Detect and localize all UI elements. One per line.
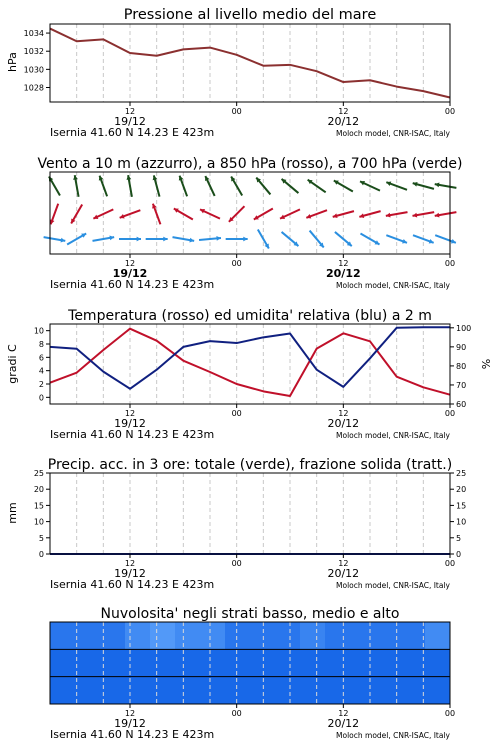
x-tick-label: 00 <box>444 259 456 268</box>
cloud-cell-medio <box>150 649 176 676</box>
wind-arrow-head <box>216 236 221 241</box>
x-tick-label: 12 <box>124 409 136 418</box>
cloud-cell-alto <box>75 622 101 649</box>
cloud-cell-alto <box>125 622 151 649</box>
x-tick-label: 12 <box>338 107 349 116</box>
chart-layer <box>24 24 472 741</box>
x-tick-label: 00 <box>231 259 242 268</box>
cloud-cell-medio <box>125 649 151 676</box>
y-tick-label: 10 <box>456 517 467 527</box>
chart-title-precipitation: Precip. acc. in 3 ore: totale (verde), frazione solida (tratt.) <box>47 457 453 473</box>
y-tick-label: 20 <box>456 485 467 495</box>
y-tick-label: 15 <box>456 501 467 511</box>
cloud-cell-basso <box>225 677 251 704</box>
y-tick-label: 5 <box>456 533 462 543</box>
x-tick-label: 12 <box>124 259 136 268</box>
cloud-cell-medio <box>200 649 226 676</box>
plot-frame <box>50 24 450 102</box>
series-line-temperature <box>50 329 450 396</box>
ylabel-pressure: hPa <box>6 52 19 72</box>
cloud-cell-basso <box>425 677 451 704</box>
location-label: Isernia 41.60 N 14.23 E 423m <box>50 278 215 291</box>
x-tick-label: 00 <box>444 409 456 418</box>
cloud-cell-basso <box>350 677 376 704</box>
cloud-cell-alto <box>350 622 376 649</box>
cloud-cell-medio <box>325 649 351 676</box>
y-tick-label: 100 <box>456 323 472 333</box>
credit-label: Moloch model, CNR-ISAC, Italy <box>336 129 450 138</box>
cloud-cell-basso <box>300 677 326 704</box>
y-tick-label: 0 <box>38 393 44 403</box>
x-tick-label: 00 <box>444 709 456 718</box>
y-tick-label: 20 <box>33 485 44 495</box>
cloud-cell-basso <box>250 677 276 704</box>
y-tick-label: 25 <box>456 469 467 478</box>
y-tick-label: 1032 <box>23 47 44 57</box>
x-tick-label: 12 <box>124 709 136 718</box>
cloud-cell-alto <box>300 622 326 649</box>
cloud-cell-basso <box>150 677 176 704</box>
y-tick-label: 6 <box>38 353 44 363</box>
cloud-cell-medio <box>250 649 276 676</box>
ylabel-humidity: % <box>480 358 493 370</box>
date-label: 20/12 <box>327 717 360 730</box>
ylabel-precipitation: mm <box>6 502 19 524</box>
date-label: 20/12 <box>326 267 361 280</box>
date-label: 19/12 <box>114 417 146 430</box>
y-tick-label: 10 <box>33 517 44 527</box>
y-tick-label: 90 <box>456 342 467 352</box>
cloud-cell-alto <box>325 622 351 649</box>
cloud-cell-basso <box>75 677 101 704</box>
x-tick-label: 12 <box>338 709 349 718</box>
date-label: 20/12 <box>327 417 360 430</box>
y-tick-label: 2 <box>38 380 44 389</box>
cloud-cell-medio <box>225 649 251 676</box>
cloud-cell-alto <box>200 622 226 649</box>
cloud-cell-basso <box>200 677 226 704</box>
ylabel-temperature: gradi C <box>6 344 19 384</box>
y-tick-label: 10 <box>33 326 44 336</box>
cloud-cell-medio <box>400 649 426 676</box>
x-tick-label: 00 <box>231 559 242 568</box>
cloud-cell-medio <box>75 649 101 676</box>
credit-label: Moloch model, CNR-ISAC, Italy <box>336 731 450 740</box>
cloud-cell-alto <box>400 622 426 649</box>
x-tick-label: 12 <box>124 559 136 568</box>
credit-label: Moloch model, CNR-ISAC, Italy <box>336 281 450 290</box>
cloud-cell-alto <box>225 622 251 649</box>
date-label: 19/12 <box>114 717 146 730</box>
cloud-cell-medio <box>50 649 76 676</box>
y-tick-label: 70 <box>456 380 467 390</box>
chart-title-pressure: Pressione al livello medio del mare <box>123 7 377 23</box>
y-tick-label: 1034 <box>23 29 44 39</box>
cloud-cell-basso <box>175 677 201 704</box>
cloud-cell-alto <box>425 622 451 649</box>
wind-arrow-head <box>137 237 141 242</box>
location-label: Isernia 41.60 N 14.23 E 423m <box>50 578 215 591</box>
date-label: 20/12 <box>327 567 360 580</box>
chart-title-wind: Vento a 10 m (azzurro), a 850 hPa (rosso), a 700 hPa (verde) <box>37 156 463 172</box>
cloud-cell-medio <box>175 649 201 676</box>
cloud-cell-basso <box>50 677 76 704</box>
wind-arrow-head <box>163 237 167 242</box>
y-tick-label: 60 <box>456 400 467 409</box>
date-label: 19/12 <box>114 567 146 580</box>
x-tick-label: 00 <box>444 107 456 116</box>
cloud-cell-alto <box>175 622 201 649</box>
x-tick-label: 00 <box>231 107 242 116</box>
y-tick-label: 80 <box>456 361 467 371</box>
date-label: 20/12 <box>327 115 360 128</box>
date-label: 19/12 <box>114 115 146 128</box>
location-label: Isernia 41.60 N 14.23 E 423m <box>50 126 215 139</box>
cloud-cell-medio <box>350 649 376 676</box>
wind-arrow-head <box>243 237 247 242</box>
cloud-cell-basso <box>325 677 351 704</box>
chart-title-temperature: Temperatura (rosso) ed umidita' relativa (blu) a 2 m <box>68 308 432 324</box>
credit-label: Moloch model, CNR-ISAC, Italy <box>336 581 450 590</box>
cloud-cell-alto <box>50 622 76 649</box>
y-tick-label: 4 <box>38 366 44 376</box>
location-label: Isernia 41.60 N 14.23 E 423m <box>50 728 215 741</box>
cloud-cell-alto <box>250 622 276 649</box>
chart-title-clouds: Nuvolosita' negli strati basso, medio e alto <box>100 606 400 622</box>
x-tick-label: 12 <box>338 559 349 568</box>
y-tick-label: 25 <box>33 469 44 478</box>
x-tick-label: 00 <box>231 709 242 718</box>
cloud-cell-medio <box>300 649 326 676</box>
y-tick-label: 15 <box>33 501 44 511</box>
y-tick-label: 8 <box>38 340 44 349</box>
x-tick-label: 12 <box>338 259 349 268</box>
x-tick-label: 00 <box>231 409 242 418</box>
y-tick-label: 1030 <box>23 65 44 75</box>
cloud-cell-medio <box>425 649 451 676</box>
cloud-cell-alto <box>150 622 176 649</box>
x-tick-label: 00 <box>444 559 456 568</box>
cloud-cell-medio <box>275 649 301 676</box>
cloud-cell-basso <box>125 677 151 704</box>
series-line-humidity <box>50 327 450 389</box>
cloud-cell-alto <box>275 622 301 649</box>
credit-label: Moloch model, CNR-ISAC, Italy <box>336 431 450 440</box>
x-tick-label: 12 <box>338 409 349 418</box>
plot-frame <box>50 473 450 554</box>
x-tick-label: 12 <box>124 107 136 116</box>
cloud-cell-basso <box>275 677 301 704</box>
y-tick-label: 0 <box>38 550 44 559</box>
y-tick-label: 1028 <box>23 83 44 93</box>
y-tick-label: 0 <box>456 550 462 559</box>
series-line-pressure <box>50 29 450 98</box>
date-label: 19/12 <box>112 267 148 280</box>
location-label: Isernia 41.60 N 14.23 E 423m <box>50 428 215 441</box>
y-tick-label: 5 <box>38 533 44 543</box>
cloud-cell-basso <box>400 677 426 704</box>
